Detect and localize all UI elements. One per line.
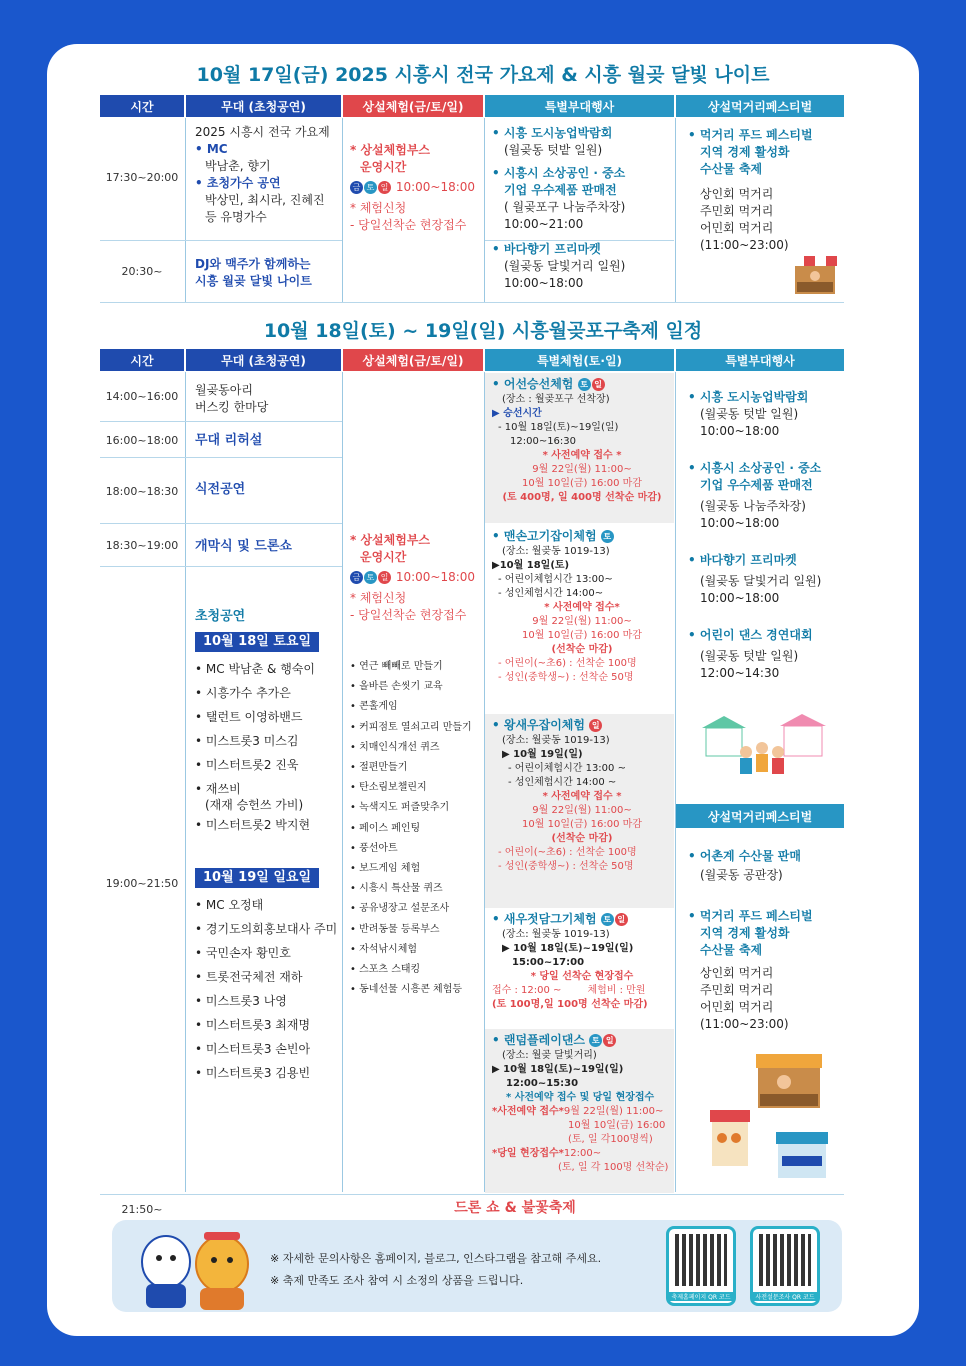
day1-header-stage: 무대 (초청공연) bbox=[186, 95, 341, 117]
finale-fireworks: 드론 쇼 & 불꽃축제 bbox=[454, 1200, 576, 1216]
day2-header-events: 특별부대행사 bbox=[676, 349, 844, 371]
food-stall-illustration bbox=[790, 254, 840, 296]
day1-special: • 시흥 도시농업박람회 (월곶동 텃밭 일원) • 시흥시 소상공인 · 중소 기업 우수제품 판매전 ( 월곶포구 나눔주차장) 10:00~21:00 • 바다향기 프리마켓 (월곶동 달빛거리 일원) 10:00~18:00 bbox=[492, 126, 626, 290]
day2-title: 10월 18일(토) ~ 19일(일) 시흥월곶포구축제 일정 bbox=[263, 320, 703, 342]
day2-time-4: 18:30~19:00 bbox=[105, 539, 179, 552]
sat-date-bar: 10월 18일 토요일 bbox=[195, 632, 319, 652]
day2-busking: 월곶동아리 버스킹 한마당 bbox=[195, 383, 269, 414]
sun-lineup: • MC 오정태 • 경기도의회홍보대사 주미 • 국민손자 황민호 • 트롯전국체전 재하 • 미스트롯3 나영 • 미스터트롯3 최재명 • 미스터트롯3 손빈아 • 미스터트롯3 김용빈 bbox=[195, 898, 338, 1080]
homepage-qr-code[interactable]: 축제홈페이지 QR 코드 bbox=[666, 1226, 736, 1306]
fishing-experience: • 맨손고기잡이체험 토 (장소: 월곶동 1019-13) ▶10월 18일(토) - 어린이체험시간 13:00~ - 성인체험시간 14:00~ * 사전예약 접수* 9월 22일(월) 11:00~ 10월 10일(금) 16:00 마감 (선착순 마감) - 어린이(~초6) : 선착순 100명 - 성인(중학생~) : 선착순 50명 bbox=[492, 529, 642, 683]
day2-events: • 시흥 도시농업박람회 (월곶동 텃밭 일원) 10:00~18:00 • 시흥시 소상공인 · 중소 기업 우수제품 판매전 (월곶동 나눔주차장) 10:00~18:00 • 바다향기 프리마켓 (월곶동 달빛거리 일원) 10:00~18:00 • 어린이 댄스 경연대회 (월곶동 텃밭 일원) 12:00~14:30 bbox=[688, 390, 822, 680]
jar-experience: • 새우젓담그기체험 토 일 (장소: 월곶동 1019-13) ▶ 10월 18일(토)~19일(일) 15:00~17:00 * 당일 선착순 현장접수 접수 : 12:00 ~ 체험비 : 만원 (토 100명,일 100명 선착순 마감) bbox=[492, 912, 648, 1010]
day1-stage-2: DJ와 맥주가 함께하는 시흥 월곶 달빛 나이트 bbox=[195, 257, 312, 288]
day1-header-exp: 상설체험(금/토/일) bbox=[343, 95, 483, 117]
day2-invite-title: 초청공연 bbox=[195, 609, 246, 624]
day1-header-time: 시간 bbox=[100, 95, 184, 117]
day2-exp-head: * 상설체험부스 운영시간 금 토 일 10:00~18:00 * 체험신청 - 당일선착순 현장접수 bbox=[350, 533, 476, 622]
sun-date-bar: 10월 19일 일요일 bbox=[195, 868, 319, 888]
shrimp-experience: • 왕새우잡이체험 일 (장소: 월곶동 1019-13) ▶ 10월 19일(일) - 어린이체험시간 13:00 ~ - 성인체험시간 14:00 ~ * 사전예약 접수 * 9월 22일(월) 11:00~ 10월 10일(금) 16:00 마감 (선착순 마감) - 어린이(~초6) : 선착순 100명 - 성인(중학생~) : 선착순 50명 bbox=[492, 718, 642, 872]
day2-pre-show: 식전공연 bbox=[195, 482, 246, 497]
day2-time-2: 16:00~18:00 bbox=[105, 434, 179, 447]
market-tents-illustration bbox=[700, 712, 830, 782]
day2-exp-list: • 연근 빼빼로 만들기 • 올바른 손씻기 교육 • 콘홀게임 • 커피점토 열쇠고리 만들기 • 치매인식개선 퀴즈 • 절편만들기 • 탄소림보챌린지 • 녹색지도 퍼즐맞추기 • 페이스 페인팅 • 풍선아트 • 보드게임 체험 • 시흥시 특산물 퀴즈 • 공유냉장고 설문조사 • 반려동물 등록부스 • 자석낚시체험 • 스포츠 스태킹 • 동네선물 시흥콘 체험등 bbox=[350, 661, 472, 996]
day2-opening: 개막식 및 드론쇼 bbox=[195, 539, 292, 554]
day2-time-3: 18:00~18:30 bbox=[105, 485, 179, 498]
food-stalls-illustration bbox=[706, 1052, 832, 1182]
day2-header-time: 시간 bbox=[100, 349, 184, 371]
survey-qr-code[interactable]: 사전설문조사 QR 코드 bbox=[750, 1226, 820, 1306]
day1-exp: * 상설체험부스 운영시간 금 토 일 10:00~18:00 * 체험신청 - 당일선착순 현장접수 bbox=[350, 143, 476, 232]
day1-time-1: 17:30~20:00 bbox=[105, 171, 179, 184]
day1-food: • 먹거리 푸드 페스티벌 지역 경제 활성화 수산물 축제 상인회 먹거리 주민회 먹거리 어민회 먹거리 (11:00~23:00) bbox=[688, 128, 813, 252]
day1-header-food: 상설먹거리페스티벌 bbox=[676, 95, 844, 117]
sat-lineup: • MC 박남춘 & 행숙이 • 시흥가수 추가은 • 탤런트 이영하밴드 • 미스트롯3 미스김 • 미스터트롯2 진욱 • 재쓰비 (재재 승헌쓰 가비) • 미스터트롯2 박지현 bbox=[195, 662, 315, 832]
day2-header-exp: 상설체험(금/토/일) bbox=[343, 349, 483, 371]
dance-experience: • 랜덤플레이댄스 토 일 (장소: 월곶 달빛거리) ▶ 10월 18일(토)~19일(일) 12:00~15:30 * 사전예약 접수 및 당일 현장접수 *사전예약 접수*9월 22일(월) 11:00~ 10월 10일(금) 16:00 (토, 일 각100명씩) *당일 현장접수*12:00~ (토, 일 각 100명 선착순) bbox=[492, 1033, 669, 1173]
day1-header-special: 특별부대행사 bbox=[485, 95, 674, 117]
day2-time-1: 14:00~16:00 bbox=[105, 390, 179, 403]
day2-food-header: 상설먹거리페스티벌 bbox=[676, 804, 844, 828]
day2-time-6: 21:50~ bbox=[121, 1203, 163, 1216]
footer-notes: ※ 자세한 문의사항은 홈페이지, 블로그, 인스타그램을 참고해 주세요. ※ 축제 만족도 조사 참여 시 소정의 상품을 드립니다. bbox=[270, 1252, 602, 1287]
day1-stage-1: 2025 시흥시 전국 가요제 • MC 박남춘, 향기 • 초청가수 공연 박상민, 최시라, 진혜진 등 유명가수 bbox=[195, 125, 330, 224]
day2-header-special: 특별체험(토·일) bbox=[485, 349, 674, 371]
day2-rehearsal: 무대 리허설 bbox=[195, 433, 263, 448]
day2-header-stage: 무대 (초청공연) bbox=[186, 349, 341, 371]
day1-title: 10월 17일(금) 2025 시흥시 전국 가요제 & 시흥 월곶 달빛 나이트 bbox=[196, 64, 770, 86]
day2-time-5: 19:00~21:50 bbox=[105, 877, 179, 890]
day2-food: • 어촌계 수산물 판매 (월곶동 공판장) • 먹거리 푸드 페스티벌 지역 경제 활성화 수산물 축제 상인회 먹거리 주민회 먹거리 어민회 먹거리 (11:00~23:00) bbox=[688, 849, 813, 1031]
boat-experience: • 어선승선체험 토 일 (장소 : 월곶포구 선착장) ▶ 승선시간 - 10월 18일(토)~19일(일) 12:00~16:30 * 사전예약 접수 * 9월 22일(월) 11:00~ 10월 10일(금) 16:00 마감 (토 400명, 일 400명 선착순 마감) bbox=[492, 377, 662, 503]
day1-time-2: 20:30~ bbox=[121, 265, 163, 278]
mascot-illustration bbox=[126, 1224, 266, 1312]
